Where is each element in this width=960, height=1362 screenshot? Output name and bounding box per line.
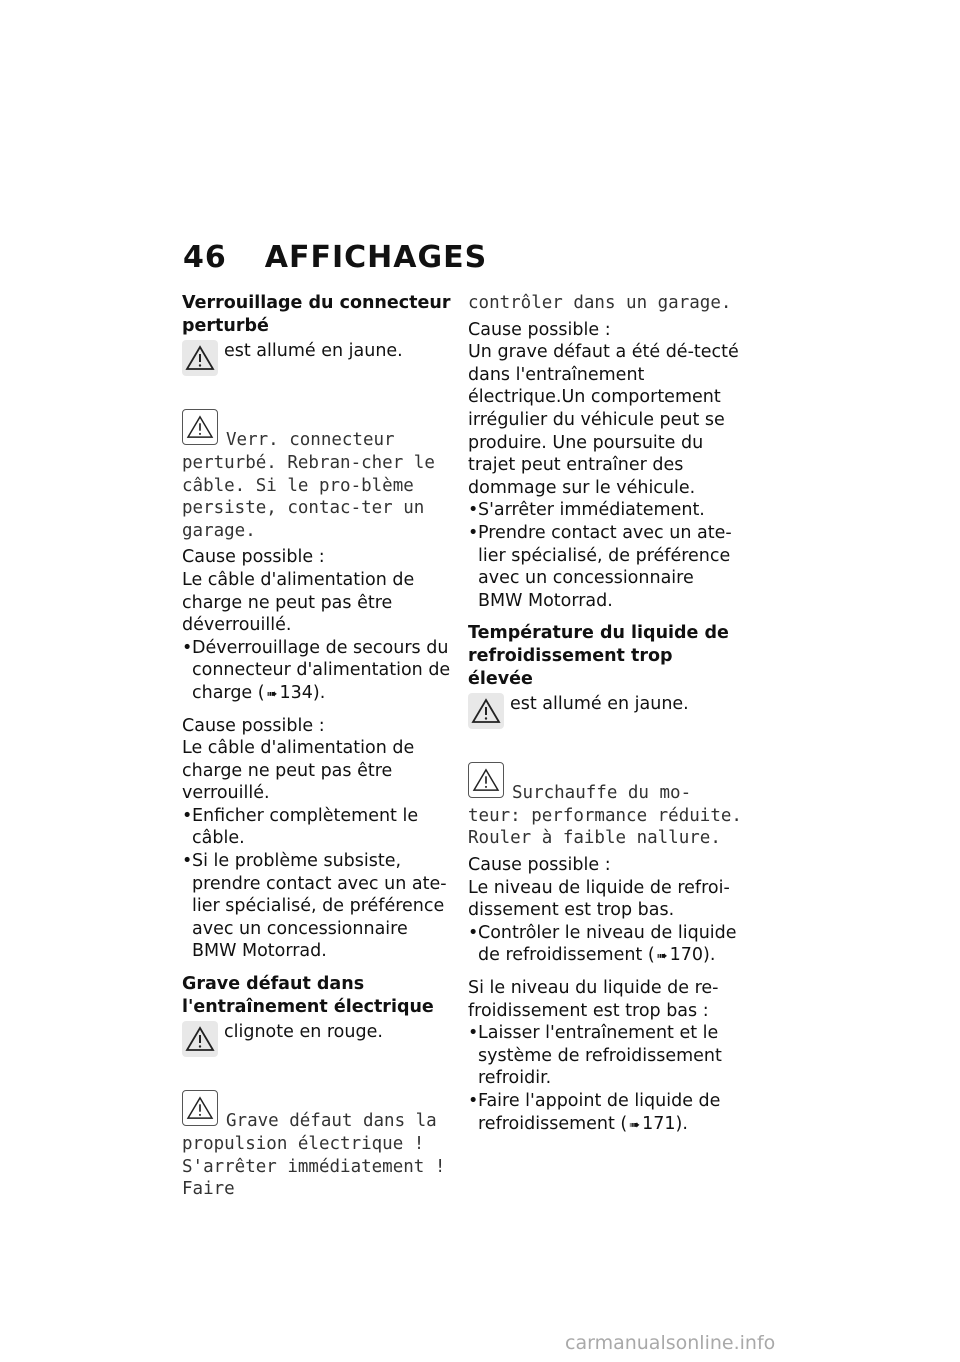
display-text: Surchauffe du mo-teur: performance réduite. Rouler à faible nallure. [468,783,742,849]
action-list [468,1022,743,1137]
list-item: • Prendre contact avec un ate-lier spécialisé, de préférence avec un concessionnaire BMW Motorrad. [468,522,743,612]
cause-label: Cause possible : [468,855,611,876]
left-column [182,292,457,1205]
lamp-status-text: clignote en rouge. [224,1022,383,1043]
display-message [468,737,743,850]
warning-triangle-icon [468,762,504,798]
warning-triangle-icon [182,409,218,445]
reference-arrow-icon: ➠ [629,1117,641,1133]
right-column [468,292,743,1145]
page-title: AFFICHAGES [264,240,488,275]
display-text: Verr. connecteur perturbé. Rebran-cher le câble. Si le pro-blème persiste, contac-ter un garage. [182,430,435,541]
cause-label: Cause possible : [468,319,611,340]
reference-arrow-icon: ➠ [266,686,278,702]
cause-text: Le câble d'alimentation de charge ne peut pas être verrouillé. [182,738,415,804]
reference-arrow-icon: ➠ [656,949,668,965]
cause-text: Le câble d'alimentation de charge ne peut pas être déverrouillé. [182,569,415,636]
page-reference[interactable]: 170). [669,945,716,966]
list-item [182,637,457,707]
warning-lamp-row [182,340,457,376]
action-list [468,499,743,612]
list-item-text: Déverrouillage de secours du connecteur d'alimentation de charge ( [192,637,451,703]
lamp-status-text: est allumé en jaune. [510,694,689,715]
heading-line: Grave défaut dans [182,974,365,995]
page-reference[interactable]: 134). [279,682,326,703]
cause-text: Un grave défaut a été dé-tecté dans l'entraînement électrique.Un comportement irrégulier du véhicule peut se produire. Une poursuite du trajet peut entraîner des dommage sur le véhicule. [468,342,739,498]
warning-lamp-row [468,693,743,729]
heading-line: Verrouillage du connecteur [182,293,451,313]
condition-text: Si le niveau du liquide de re-froidissement est trop bas : [468,978,719,1021]
action-list [182,637,457,707]
section-heading-electric-drive [182,973,457,1018]
footer-watermark: carmanualsonline.info [565,1332,776,1354]
list-item: • Enficher complètement le câble. [182,805,457,850]
display-message [182,384,457,542]
cause-text: Le niveau de liquide de refroi-dissement est trop bas. [468,877,730,921]
warning-triangle-icon [182,1021,218,1057]
section-heading-connector [182,292,457,337]
display-message [182,1065,457,1201]
action-list [468,922,743,969]
list-item: • S'arrêter immédiatement. [468,499,743,522]
heading-line: Température du liquide de [468,623,729,644]
cause-label: Cause possible : [182,547,325,568]
warning-triangle-icon [182,340,218,376]
heading-line: refroidissement trop élevée [468,645,673,689]
warning-triangle-icon [182,1090,218,1126]
list-item-text: Faire l'appoint de liquide de refroidissement ( [478,1091,721,1134]
list-item [468,1090,743,1137]
display-text: Grave défaut dans la propulsion électrique ! S'arrêter immédiatement ! Faire [182,1111,446,1200]
page-number: 46 [183,240,227,275]
list-item: • Si le problème subsiste, prendre contact avec un ate-lier spécialisé, de préférence avec un concessionnaire BMW Motorrad. [182,850,457,963]
page-reference[interactable]: 171). [642,1113,688,1134]
page-header [183,240,487,275]
heading-line: l'entraînement électrique [182,996,434,1017]
section-heading-coolant [468,622,743,690]
warning-lamp-row [182,1021,457,1057]
display-message-continued: contrôler dans un garage. [468,293,732,313]
list-item [468,922,743,969]
lamp-status-text: est allumé en jaune. [224,341,403,362]
heading-line: perturbé [182,315,269,336]
action-list [182,805,457,963]
list-item-text: Contrôler le niveau de liquide de refroidissement ( [478,922,737,966]
cause-label: Cause possible : [182,715,325,736]
warning-triangle-icon [468,693,504,729]
list-item: • Laisser l'entraînement et le système de refroidissement refroidir. [468,1022,743,1090]
